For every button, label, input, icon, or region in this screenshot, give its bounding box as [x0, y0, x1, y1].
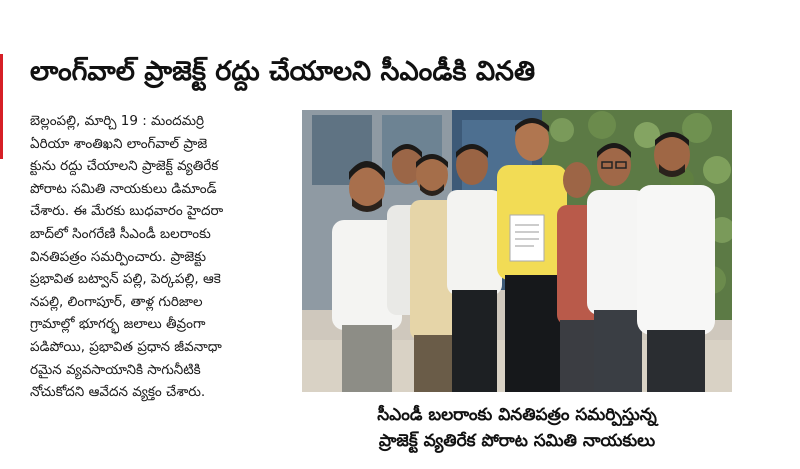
body-line: బెల్లంపల్లి, మార్చి 19 : మందమర్రి	[30, 113, 204, 129]
body-line: పడిపోయి, ప్రభావిత ప్రధాన జీవనాధా	[30, 338, 222, 355]
body-line: ప్రభావిత బట్వాన్ పల్లి, పెర్కపల్లి, ఆకె	[30, 271, 221, 288]
body-line: ఏరియా శాంతిఖని లాంగ్‌వాల్ ప్రాజె	[30, 135, 208, 152]
headline: లాంగ్‌వాల్ ప్రాజెక్ట్ రద్దు చేయాలని సీఎండీకి వినతి	[30, 56, 536, 87]
body-line: పోరాట సమితి నాయకులు డిమాండ్	[30, 180, 217, 197]
photo-caption	[302, 402, 732, 454]
body-line: వినతిపత్రం సమర్పించారు. ప్రాజెక్టు	[30, 248, 207, 265]
article-body	[30, 110, 288, 404]
body-line: చేశారు. ఈ మేరకు బుధవారం హైదరా	[30, 203, 224, 220]
body-line: బాద్‌లో సింగరేణి సీఎండీ బలరాంకు	[30, 225, 211, 242]
body-line: రమైన వ్యవసాయానికి సాగునీటికి	[30, 361, 201, 378]
body-line: నోచుకోదని ఆవేదన వ్యక్తం చేశారు.	[30, 384, 206, 401]
group-photo-illustration	[302, 110, 732, 392]
accent-bar	[0, 54, 3, 159]
caption-line: సీఎండీ బలరాంకు వినతిపత్రం సమర్పిస్తున్న	[377, 405, 657, 425]
news-photo	[302, 110, 732, 392]
body-line: క్టును రద్దు చేయాలని ప్రాజెక్ట్ వ్యతిరేక	[30, 158, 219, 175]
caption-line: ప్రాజెక్ట్ వ్యతిరేక పోరాట సమితి నాయకులు	[378, 431, 656, 451]
body-line: నపల్లి, లింగాపూర్, తాళ్ల గురిజాల	[30, 293, 203, 310]
body-line: గ్రామాల్లో భూగర్భ జలాలు తీవ్రంగా	[30, 316, 206, 333]
